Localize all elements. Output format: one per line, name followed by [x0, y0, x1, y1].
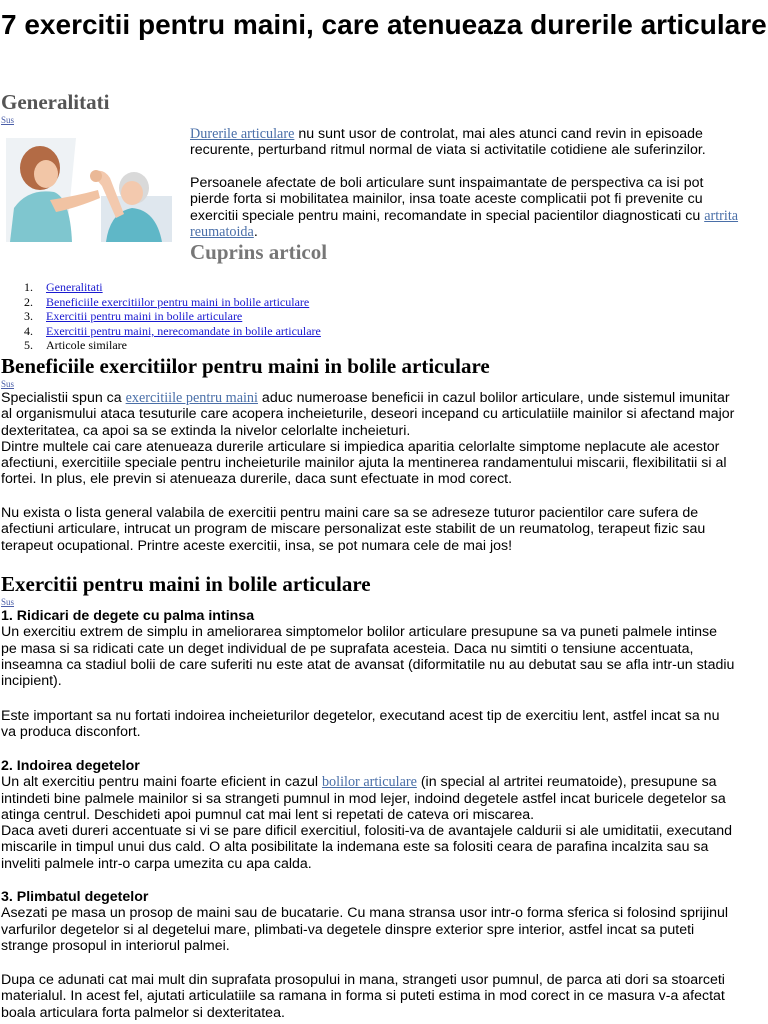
exercise-3: 3. Plimbatul degetelor Asezati pe masa un prosop de maini sau de bucatarie. Cu mana stransa usor intr-o forma sferica si folosind sprijinul varfurilor degetelor si al degetelui mare, plimbati-va degetele dinspre exterior spre interior, astfel incat sa puteti strange prosopul in interiorul palmei. [1, 889, 729, 954]
toc-item: 2. Beneficiile exercitiilor pentru maini in bolile articulare [24, 294, 310, 309]
toc-link-generalitati[interactable]: Generalitati [46, 280, 103, 294]
sus-link[interactable]: Sus [1, 115, 15, 125]
table-of-contents [24, 280, 321, 353]
link-artrita-reumatoida-a[interactable]: artrita [704, 207, 739, 224]
toc-link-nerecomandate[interactable]: Exercitii pentru maini, nerecomandate in bolile articulare [46, 323, 321, 338]
article-photo [6, 138, 172, 242]
heading-generalitati: Generalitati [1, 90, 110, 114]
link-artrita-reumatoida-b[interactable]: reumatoida [190, 223, 254, 240]
exercise-2: 2. Indoirea degetelor Un alt exercitiu pentru maini foarte eficient in cazul bolilor articulare (in special al artritei reumatoide), presupune sa intindeti bine palmele mainilor si sa strangeti pumnul in mod lejer, indoind degetele astfel incat buricele degetelor sa atinga centrul. Deschideti apoi pumnul cat mai lent si repetati de cateva ori miscarea. Daca aveti dureri accentuate si vi se pare dificil exercitiul, folositi-va de avantajele caldurii si ale umiditatii, executand miscarile in timpul unui dus cald. O alta posibilitate la indemana este sa folositi ceara de parafina incalzita sau sa inveliti palmele intr-o carpa umezita cu apa calda. [1, 758, 733, 872]
exercise-3-title: 3. Plimbatul degetelor [1, 889, 149, 905]
generalitati-paragraph-1: Durerile articulare nu sunt usor de controlat, mai ales atunci cand revin in episoade recurente, perturband ritmul normal de viata si activitatile cotidiene ale suferinzilor. [190, 126, 706, 159]
toc-item: 1. Generalitati [24, 280, 103, 294]
sus-link[interactable]: Sus [1, 379, 15, 389]
beneficii-paragraph-2: Nu exista o lista general valabila de exercitii pentru maini care sa se adreseze tuturor pacientilor care sufera de afectiuni articulare, intrucat un program de miscare personalizat este stabilit de un reumatolog, terapeut fizic sau terapeut ocupational. Printre aceste exercitii, insa, se pot numara cele de mai jos! [1, 505, 706, 554]
exercise-1-note: Este important sa nu fortati indoirea incheieturilor degetelor, executand acest tip de exercitiu lent, astfel incat sa nu va produca disconfort. [1, 708, 720, 741]
toc-link-beneficiile[interactable]: Beneficiile exercitiilor pentru maini in bolile articulare [46, 294, 310, 309]
beneficii-paragraph-1: Specialistii spun ca exercitiile pentru maini aduc numeroase beneficii in cazul bolilor articulare, unde sistemul imunitar al organismului ataca tesuturile care acopera incheieturile, deseori incepand cu articulatiile mainilor si afectand major dexteritatea, ca apoi sa se extinda la nivelor celorlalte incheieturi. Dintre multele cai care atenueaza durerile articulare si impiedica aparitia celorlalte simptome neplacute ale acestor afectiuni, exercitiile speciale pentru incheieturile mainilor ajuta la mentinerea randamentului miscarii, flexibilitatii si al fortei. In plus, ele previn si atenueaza durerile, daca sunt efectuate in mod corect. [1, 390, 735, 488]
toc-label-articole-similare: Articole similare [46, 338, 127, 353]
link-exercitiile-pentru-maini[interactable]: exercitiile pentru maini [125, 390, 258, 406]
heading-beneficiile: Beneficiile exercitiilor pentru maini in bolile articulare [1, 354, 490, 378]
sus-link[interactable]: Sus [1, 597, 15, 607]
generalitati-paragraph-2: Persoanele afectate de boli articulare sunt inspaimantate de perspectiva ca isi pot pierde forta si mobilitatea mainilor, insa toate aceste complicatii pot fi prevenite cu exercitii speciale pentru maini, recomandate in special pacientilor diagnosticati cu artrita reumatoida. [190, 175, 739, 240]
heading-exercitii: Exercitii pentru maini in bolile articulare [1, 572, 371, 596]
toc-item: 3. Exercitii pentru maini in bolile articulare [24, 309, 243, 324]
toc-link-exercitii[interactable]: Exercitii pentru maini in bolile articulare [46, 309, 243, 324]
exercise-2-title: 2. Indoirea degetelor [1, 758, 140, 774]
exercise-3-note: Dupa ce adunati cat mai mult din suprafata prosopului in mana, strangeti usor pumnul, de parca ati dori sa stoarceti materialul. In acest fel, ajutati articulatiile sa ramana in forma si puteti estima in mod corect in ce masura v-a afectat boala articulara forta palmelor si dexteritatea. [1, 972, 725, 1021]
exercise-1: 1. Ridicari de degete cu palma intinsa Un exercitiu extrem de simplu in ameliorarea simptomelor bolilor articulare presupune sa va puneti palmele intinse pe masa si sa ridicati cate un deget individual de pe suprafata acesteia. Daca nu simtiti o tensiune accentuata, inseamna ca stadiul bolii de care suferiti nu este atat de avansat (diformitatile nu au debutat sau se afla intr-un stadiu incipient). [1, 608, 735, 690]
link-bolilor-articulare[interactable]: bolilor articulare [321, 774, 417, 791]
exercise-1-title: 1. Ridicari de degete cu palma intinsa [1, 608, 255, 624]
toc-item: 4. Exercitii pentru maini, nerecomandate in bolile articulare [24, 323, 321, 338]
heading-cuprins: Cuprins articol [190, 240, 328, 264]
link-durerile-articulare[interactable]: Durerile articulare [190, 126, 295, 142]
toc-item: 5. Articole similare [24, 338, 127, 353]
article-title: 7 exercitii pentru maini, care atenueaza durerile articulare [1, 9, 767, 40]
